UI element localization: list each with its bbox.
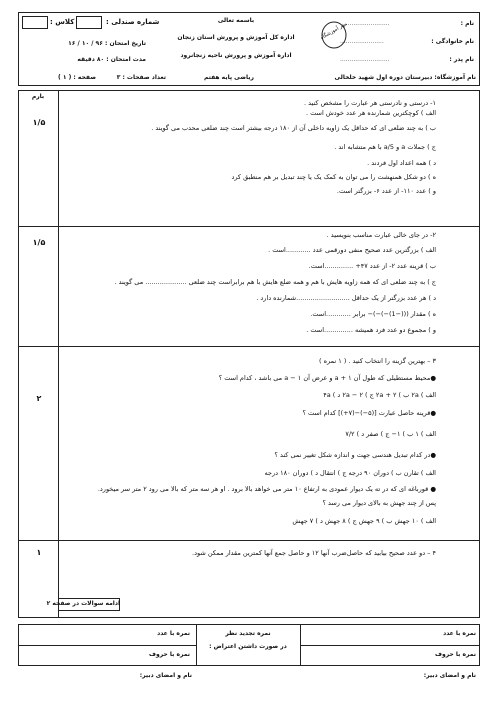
score-words-left: نمره با حروف xyxy=(149,651,190,658)
q2-line: د ) هر عدد بزرگتر از یک حداقل ..........................شمارنده دارد . xyxy=(256,294,436,302)
q3-line: ●محیط مستطیلی که طول آن ۱ + a و عرض آن ۱ − a می باشد ، کدام است ؟ xyxy=(218,374,436,382)
q1-line: ج ) جملات a و a/5 با هم متشابه اند . xyxy=(334,143,436,151)
name-dots: .......................... xyxy=(340,20,390,27)
q1 xyxy=(56,98,436,198)
footer-divider-1 xyxy=(196,624,197,666)
q3-line: ۳ – بهترین گزینه را انتخاب کنید . ( ۱ نمره ) xyxy=(319,357,436,365)
score-digits-left: نمره با عدد xyxy=(157,630,190,637)
exam-time: مدت امتحان : ۸۰ دقیقه xyxy=(77,56,146,63)
q1-line: ه ) دو شکل همنهشت را می توان به کمک یک یا چند تبدیل بر هم منطبق کرد xyxy=(231,173,436,181)
q3-line: الف ) ۱۰ جهش ب ) ۹ جهش ج ) ۸ جهش د ) ۷ جهش xyxy=(292,517,436,525)
review-score-label: نمره تجدید نظر xyxy=(225,630,271,637)
continue-note: ادامه سوالات در صفحه ۲ xyxy=(46,600,120,607)
q3-line: پس از چند جهش به بالای دیوار می رسد ؟ xyxy=(322,499,436,507)
q3-mark: ۲ xyxy=(36,394,42,403)
q4-mark: ۱ xyxy=(36,548,42,557)
q3-line: ●قرینه حاصل عبارت [(۵−)−(۷+)] کدام است ؟ xyxy=(302,409,436,417)
org-line2: اداره آموزش و پرورش ناحیه زنجانرود xyxy=(180,52,292,59)
q1-line: و ) عدد ۱۱۰- از عدد ۶- بزرگتر است. xyxy=(336,187,436,195)
review-note: در صورت داشتن اعتراض : xyxy=(209,643,287,650)
q3-line: ● قورباغه ای که در ته یک دیوار عمودی به ارتفاع ۱۰ متر می خواهد بالا برود . او هر سه متر که بالا می رود ۲ متر سر میخورد. xyxy=(97,485,436,493)
score-column-header: بارم xyxy=(31,93,45,100)
row-divider-3 xyxy=(18,540,480,541)
footer-row-divider-left xyxy=(18,645,196,646)
q3-line: الف ) ۲a ب ) ۲ + ۲a ج ) ۲ − ۲a د ) ۴a xyxy=(323,391,436,399)
class-label: کلاس : xyxy=(50,18,75,26)
q2 xyxy=(56,228,436,338)
q2-line: ب ) قرینه عدد ۲- از عدد ۴۷+ ..............است. xyxy=(308,262,436,270)
row-divider-1 xyxy=(18,226,480,227)
school-stamp xyxy=(320,20,348,50)
q4 xyxy=(56,548,436,558)
father-label: نام پدر : xyxy=(449,56,474,63)
family-dots: ....................... xyxy=(340,38,384,45)
q2-line: ج ) به چند ضلعی ای که همه زاویه هایش با هم و همه ضلع هایش با هم برابراست چند ضلعی .................... می گویند . xyxy=(114,278,436,286)
q2-line: ۲- در جای خالی عبارت مناسب بنویسید . xyxy=(326,231,436,239)
row-divider-2 xyxy=(18,346,480,347)
stamp-text: مهر آموزشگاه xyxy=(319,21,349,42)
father-dots: .......................... xyxy=(340,56,390,63)
seat-label: شماره صندلی : xyxy=(106,18,160,26)
q2-line: و ) مجموع دو عدد فرد همیشه ..............است . xyxy=(306,326,436,334)
org-line1: اداره کل آموزش و پرورش استان زنجان xyxy=(177,34,295,41)
score-digits-right: نمره با عدد xyxy=(443,630,476,637)
q2-line: ه ) مقدار (((−1)−)−)− برابر ............است. xyxy=(310,310,436,318)
page-number: صفحه : ( ۱ ) xyxy=(57,74,96,81)
family-label: نام خانوادگی : xyxy=(431,38,474,45)
name-label: نام : xyxy=(460,20,474,27)
q2-line: الف ) بزرگترین عدد صحیح منفی دورقمی عدد ............است . xyxy=(268,246,436,254)
q2-mark: ۱/۵ xyxy=(32,238,46,247)
exam-date: تاریخ امتحان : ۹۶ / ۱۰ / ۱۶ xyxy=(68,40,146,47)
q3-line: الف ) تقارن ب ) دوران ۹۰ درجه ج ) انتقال د ) دوران ۱۸۰ درجه xyxy=(264,469,436,477)
q3-line: الف ) ۱ ب ) ۱− ج ) صفر د ) ۷/۲ xyxy=(345,430,436,438)
q3-line: ●در کدام تبدیل هندسی جهت و اندازه شکل تغییر نمی کند ؟ xyxy=(274,451,436,459)
pages-count: تعداد صفحات : ۳ xyxy=(116,74,166,81)
subject: ریاضی پایه هفتم xyxy=(203,74,254,81)
seat-box xyxy=(76,16,102,29)
q1-line: د ) همه اعداد اول فردند . xyxy=(367,159,436,167)
footer-row-divider-right xyxy=(300,645,480,646)
examiner-left: نام و امضای دبیر: xyxy=(139,672,192,679)
school-name: نام آموزشگاه: دبیرستان دوره اول شهید خلخالی xyxy=(334,74,476,81)
class-box xyxy=(22,16,48,29)
q1-line: الف ) کوچکترین شمارنده هر عدد خودش است . xyxy=(306,109,436,117)
q1-line: ب ) به چند ضلعی ای که حداقل یک زاویه داخلی آن از ۱۸۰ درجه بیشتر است چند ضلعی محدب می گویند . xyxy=(151,124,436,132)
q1-line: ۱- درستی و نادرستی هر عبارت را مشخص کنید . xyxy=(303,99,436,107)
q3 xyxy=(56,352,436,532)
q4-line: ۴ – دو عدد صحیح بیابید که حاصل‌ضرب آنها ۱۲ و حاصل جمع آنها کمترین مقدار ممکن شود. xyxy=(192,549,436,557)
examiner-right: نام و امضای دبیر: xyxy=(423,672,476,679)
score-words-right: نمره با حروف xyxy=(435,651,476,658)
q1-mark: ۱/۵ xyxy=(32,118,46,127)
bismillah: باسمه تعالی xyxy=(217,17,255,24)
